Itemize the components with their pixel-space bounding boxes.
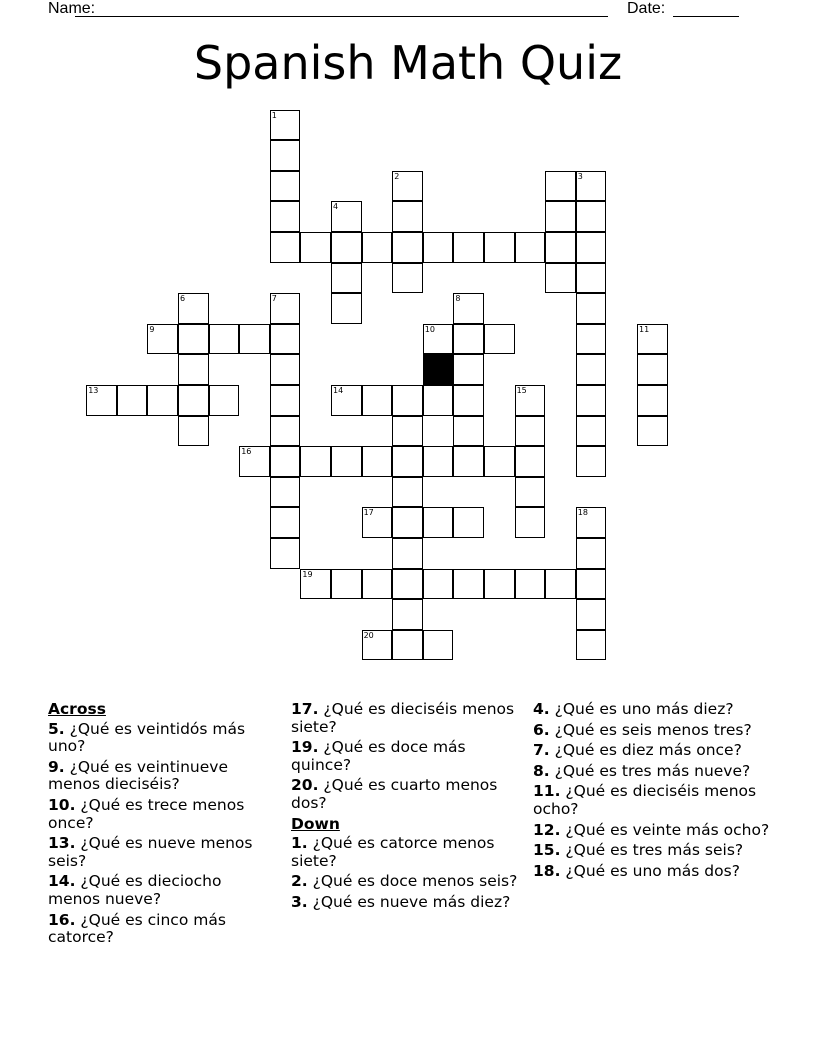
clue-item-number: 12. xyxy=(533,820,561,839)
clue-number: 4 xyxy=(333,202,339,212)
grid-cell[interactable] xyxy=(392,477,423,508)
grid-cell[interactable] xyxy=(453,416,484,447)
grid-cell[interactable] xyxy=(515,477,546,508)
date-label: Date: xyxy=(627,0,666,17)
clue-item xyxy=(48,797,276,832)
grid-cell[interactable] xyxy=(270,171,301,202)
clue-item-text: ¿Qué es tres más nueve? xyxy=(549,761,751,780)
grid-cell[interactable] xyxy=(484,324,515,355)
grid-cell[interactable] xyxy=(117,385,148,416)
clue-item xyxy=(48,721,276,756)
page-title: Spanish Math Quiz xyxy=(193,36,623,90)
grid-cell[interactable] xyxy=(270,538,301,569)
clue-number: 11 xyxy=(639,324,650,334)
grid-cell[interactable] xyxy=(453,507,484,538)
clue-number: 18 xyxy=(577,508,588,518)
grid-cell[interactable] xyxy=(423,630,454,661)
grid-cell[interactable] xyxy=(423,446,454,477)
clue-item-text: ¿Qué es uno más diez? xyxy=(549,700,734,718)
clue-item-text: ¿Qué es seis menos tres? xyxy=(549,720,752,739)
grid-cell[interactable] xyxy=(515,507,546,538)
grid-cell[interactable] xyxy=(392,569,423,600)
clue-item-number: 11. xyxy=(533,782,561,801)
grid-cell[interactable] xyxy=(576,293,607,324)
clue-item xyxy=(533,863,773,881)
clue-number: 13 xyxy=(88,386,99,395)
grid-cell[interactable] xyxy=(453,232,484,263)
clue-item-text: ¿Qué es doce menos seis? xyxy=(307,872,518,891)
clue-number: 2 xyxy=(394,171,400,181)
clue-number: 14 xyxy=(333,386,344,395)
grid-cell[interactable] xyxy=(423,232,454,263)
clues-column-3 xyxy=(533,701,773,883)
grid-cell[interactable] xyxy=(178,324,209,355)
clue-item xyxy=(291,894,519,912)
clue-number: 16 xyxy=(241,447,252,457)
clue-item-text: ¿Qué es veinte más ocho? xyxy=(560,820,770,839)
grid-cell[interactable] xyxy=(576,599,607,630)
clue-item-number: 9. xyxy=(48,757,65,776)
grid-cell[interactable] xyxy=(453,569,484,600)
grid-cell[interactable] xyxy=(576,232,607,263)
grid-cell[interactable] xyxy=(545,232,576,263)
grid-cell[interactable] xyxy=(453,385,484,416)
clue-item-text: ¿Qué es dieciocho menos nueve? xyxy=(48,872,222,908)
grid-cell[interactable] xyxy=(423,324,454,355)
grid-cell[interactable] xyxy=(270,140,301,171)
clue-item-number: 10. xyxy=(48,795,76,814)
grid-cell[interactable] xyxy=(270,201,301,232)
clue-item-text: ¿Qué es dieciséis menos siete? xyxy=(291,700,515,736)
grid-cell[interactable] xyxy=(392,385,423,416)
clue-item-number: 5. xyxy=(48,719,65,738)
grid-cell[interactable] xyxy=(392,263,423,294)
grid-cell[interactable] xyxy=(331,293,362,324)
grid-cell[interactable] xyxy=(637,416,668,447)
grid-cell[interactable] xyxy=(515,446,546,477)
clue-number: 20 xyxy=(363,630,374,640)
grid-cell[interactable] xyxy=(576,507,607,538)
grid-cell[interactable] xyxy=(484,232,515,263)
clue-item-text: ¿Qué es dieciséis menos ocho? xyxy=(533,782,757,818)
clue-item xyxy=(533,822,773,840)
clue-item-number: 7. xyxy=(533,741,550,760)
grid-cell[interactable] xyxy=(178,385,209,416)
clue-item xyxy=(533,842,773,860)
grid-cell[interactable] xyxy=(515,232,546,263)
grid-cell[interactable] xyxy=(515,416,546,447)
clue-number: 19 xyxy=(302,569,313,579)
clue-item xyxy=(291,873,519,891)
grid-cell[interactable] xyxy=(545,171,576,202)
grid-cell[interactable] xyxy=(362,507,393,538)
grid-cell[interactable] xyxy=(576,385,607,416)
grid-cell[interactable] xyxy=(209,385,240,416)
clue-number: 17 xyxy=(363,508,374,518)
grid-cell[interactable] xyxy=(300,569,331,600)
clue-item-number: 1. xyxy=(291,834,308,853)
clue-item-number: 3. xyxy=(291,892,308,911)
grid-cell[interactable] xyxy=(453,354,484,385)
grid-cell[interactable] xyxy=(362,569,393,600)
grid-cell[interactable] xyxy=(300,232,331,263)
grid-cell[interactable] xyxy=(392,416,423,447)
clue-item-text: ¿Qué es uno más dos? xyxy=(560,861,740,880)
grid-cell[interactable] xyxy=(576,630,607,661)
clue-item xyxy=(533,722,773,740)
clue-item-number: 13. xyxy=(48,834,76,853)
clue-item-number: 18. xyxy=(533,861,561,880)
name-label: Name: xyxy=(48,0,96,17)
clue-number: 1 xyxy=(271,110,277,120)
grid-cell[interactable] xyxy=(637,354,668,385)
grid-cell[interactable] xyxy=(576,201,607,232)
grid-cell[interactable] xyxy=(392,201,423,232)
clue-item xyxy=(291,777,519,812)
grid-cell[interactable] xyxy=(392,538,423,569)
grid-cell[interactable] xyxy=(209,324,240,355)
grid-cell[interactable] xyxy=(576,569,607,600)
clue-item xyxy=(533,783,773,818)
clue-number: 7 xyxy=(271,294,277,304)
clue-item-text: ¿Qué es doce más quince? xyxy=(291,738,466,774)
grid-cell[interactable] xyxy=(515,569,546,600)
clue-item-text: ¿Qué es cinco más catorce? xyxy=(48,910,226,947)
grid-cell[interactable] xyxy=(576,171,607,202)
grid-cell[interactable] xyxy=(147,324,178,355)
clue-number: 3 xyxy=(577,171,583,181)
grid-cell[interactable] xyxy=(178,354,209,385)
across-heading: Across xyxy=(48,700,106,718)
clue-item-number: 2. xyxy=(291,872,308,891)
grid-cell[interactable] xyxy=(270,477,301,508)
grid-cell[interactable] xyxy=(239,324,270,355)
grid-cell[interactable] xyxy=(362,630,393,661)
grid-cell[interactable] xyxy=(484,446,515,477)
grid-cell[interactable] xyxy=(362,385,393,416)
grid-cell[interactable] xyxy=(147,385,178,416)
clue-number: 8 xyxy=(455,294,461,304)
clue-item-text: ¿Qué es veintidós más uno? xyxy=(48,719,246,756)
clue-item xyxy=(533,742,773,760)
grid-cell[interactable] xyxy=(270,446,301,477)
grid-cell[interactable] xyxy=(362,446,393,477)
grid-cell[interactable] xyxy=(423,569,454,600)
grid-cell[interactable] xyxy=(300,446,331,477)
clue-item xyxy=(48,912,276,947)
clue-item xyxy=(48,835,276,870)
clue-number: 6 xyxy=(180,294,186,304)
grid-cell[interactable] xyxy=(270,385,301,416)
grid-cell[interactable] xyxy=(270,354,301,385)
clue-item-text: ¿Qué es cuarto menos dos? xyxy=(291,776,498,812)
grid-cell[interactable] xyxy=(392,507,423,538)
clue-item-text: ¿Qué es trece menos once? xyxy=(48,795,245,832)
grid-cell[interactable] xyxy=(331,569,362,600)
clue-item xyxy=(533,701,773,719)
grid-cell[interactable] xyxy=(270,293,301,324)
grid-cell[interactable] xyxy=(331,263,362,294)
grid-cell[interactable] xyxy=(576,416,607,447)
grid-cell[interactable] xyxy=(576,538,607,569)
grid-cell[interactable] xyxy=(331,385,362,416)
clue-item-text: ¿Qué es nueve menos seis? xyxy=(48,834,253,870)
grid-cell[interactable] xyxy=(178,416,209,447)
clue-item-number: 17. xyxy=(291,700,319,718)
grid-cell[interactable] xyxy=(576,446,607,477)
grid-cell[interactable] xyxy=(423,385,454,416)
grid-cell[interactable] xyxy=(362,232,393,263)
grid-cell[interactable] xyxy=(178,293,209,324)
clue-item-number: 4. xyxy=(533,700,550,718)
grid-cell[interactable] xyxy=(545,201,576,232)
grid-cell[interactable] xyxy=(576,354,607,385)
grid-cell[interactable] xyxy=(545,569,576,600)
grid-cell[interactable] xyxy=(392,232,423,263)
clue-item-text: ¿Qué es nueve más diez? xyxy=(307,892,511,911)
clue-item-text: ¿Qué es catorce menos siete? xyxy=(291,834,495,870)
grid-cell[interactable] xyxy=(392,446,423,477)
clue-item-number: 15. xyxy=(533,841,561,860)
clue-item-number: 16. xyxy=(48,910,76,929)
grid-cell[interactable] xyxy=(331,446,362,477)
grid-cell[interactable] xyxy=(392,171,423,202)
clues-column-1 xyxy=(48,701,276,950)
grid-cell[interactable] xyxy=(637,324,668,355)
clue-item xyxy=(533,763,773,781)
clue-item-number: 20. xyxy=(291,776,319,795)
grid-cell[interactable] xyxy=(392,599,423,630)
clue-item-text: ¿Qué es tres más seis? xyxy=(560,841,744,860)
clues-column-2 xyxy=(291,701,519,915)
clue-item-number: 14. xyxy=(48,872,76,891)
clue-item-number: 8. xyxy=(533,761,550,780)
clue-item xyxy=(291,835,519,870)
clue-number: 10 xyxy=(424,324,435,334)
clue-item-text: ¿Qué es diez más once? xyxy=(549,741,742,760)
grid-cell[interactable] xyxy=(392,630,423,661)
clue-number: 15 xyxy=(516,386,527,395)
clue-item xyxy=(48,873,276,908)
grid-cell[interactable] xyxy=(637,385,668,416)
down-heading: Down xyxy=(291,814,340,833)
grid-cell[interactable] xyxy=(270,232,301,263)
grid-cell[interactable] xyxy=(270,416,301,447)
grid-cell[interactable] xyxy=(239,446,270,477)
grid-cell[interactable] xyxy=(331,201,362,232)
grid-cell[interactable] xyxy=(423,507,454,538)
grid-cell[interactable] xyxy=(515,385,546,416)
grid-cell[interactable] xyxy=(576,263,607,294)
clue-item-number: 6. xyxy=(533,720,550,739)
grid-cell[interactable] xyxy=(453,324,484,355)
grid-cell[interactable] xyxy=(270,507,301,538)
clue-item-text: ¿Qué es veintinueve menos dieciséis? xyxy=(48,757,228,794)
grid-cell[interactable] xyxy=(484,569,515,600)
grid-cell[interactable] xyxy=(576,324,607,355)
grid-cell[interactable] xyxy=(545,263,576,294)
grid-cell[interactable] xyxy=(331,232,362,263)
clue-item xyxy=(48,759,276,794)
black-cell xyxy=(423,354,454,385)
grid-cell[interactable] xyxy=(270,110,301,141)
grid-cell[interactable] xyxy=(86,385,117,416)
clue-number: 9 xyxy=(149,324,155,334)
grid-cell[interactable] xyxy=(453,293,484,324)
clue-item xyxy=(291,701,519,736)
grid-cell[interactable] xyxy=(453,446,484,477)
clue-item xyxy=(291,739,519,774)
grid-cell[interactable] xyxy=(270,324,301,355)
clue-item-number: 19. xyxy=(291,738,319,757)
